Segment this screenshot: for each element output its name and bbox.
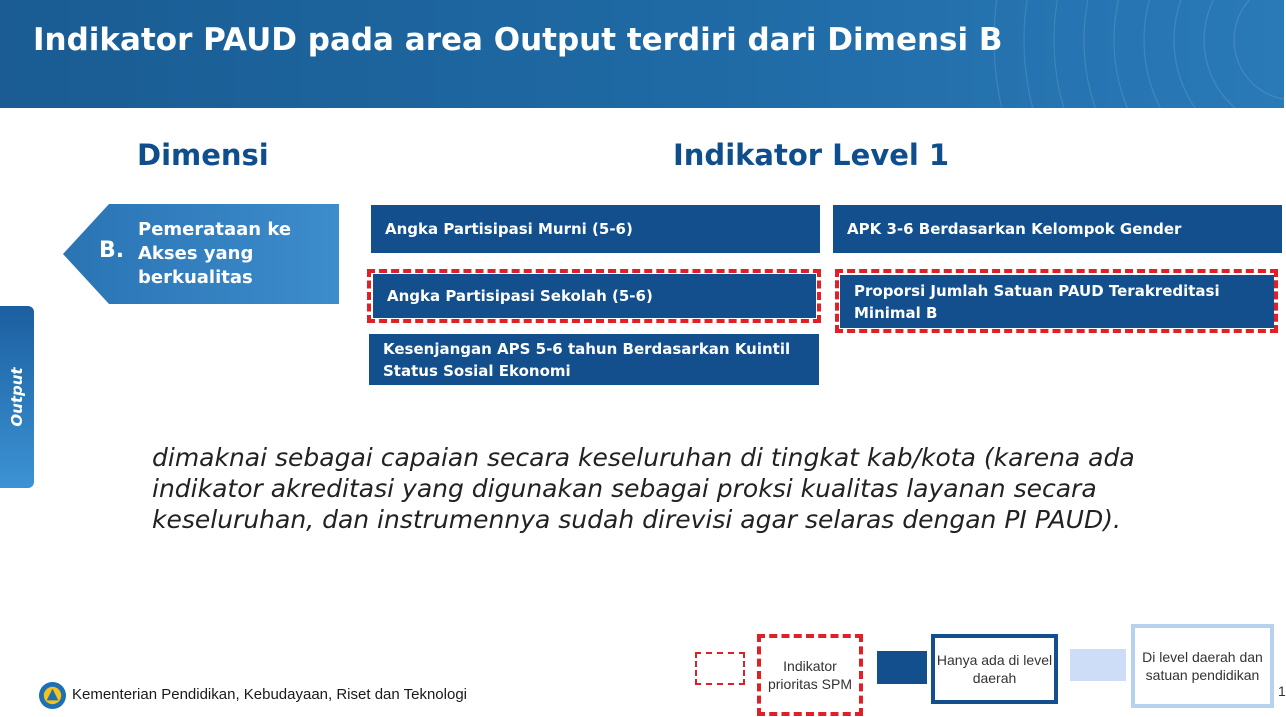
legend-dashed-swatch	[695, 652, 745, 685]
side-tab-output	[0, 306, 34, 488]
legend-spm-label: Indikator prioritas SPM	[767, 658, 853, 692]
dimension-letter: B.	[99, 238, 125, 263]
page-title: Indikator PAUD pada area Output terdiri dari Dimensi B	[33, 22, 1003, 58]
indicator-aps	[373, 274, 816, 318]
indicator-kesenjangan-aps	[369, 334, 819, 385]
ministry-logo-icon	[38, 681, 67, 710]
dimension-label: Pemerataan ke Akses yang berkualitas	[138, 219, 292, 288]
legend-satuan	[1131, 624, 1274, 708]
explanation-paragraph: dimaknai sebagai capaian secara keseluruhan di tingkat kab/kota (karena ada indikator akreditasi yang digunakan sebagai proksi kualitas layanan secara keseluruhan, dan instrumennya sudah direvisi agar selaras dengan PI PAUD).	[152, 443, 1135, 534]
indicator-label: APK 3-6 Berdasarkan Kelompok Gender	[847, 220, 1182, 238]
indicator-apm	[371, 205, 820, 253]
legend-daerah-label: Hanya ada di level daerah	[936, 652, 1053, 686]
indicator-label: Kesenjangan APS 5-6 tahun Berdasarkan Kuintil Status Sosial Ekonomi	[383, 339, 791, 380]
legend-light-swatch	[1070, 649, 1126, 681]
indicator-label: Angka Partisipasi Murni (5-6)	[385, 220, 633, 238]
legend-dark-swatch	[877, 651, 927, 684]
indicator-label: Angka Partisipasi Sekolah (5-6)	[387, 287, 653, 305]
side-tab-label: Output	[8, 367, 26, 427]
ministry-name: Kementerian Pendidikan, Kebudayaan, Riset dan Teknologi	[72, 686, 467, 703]
column-heading-dimensi: Dimensi	[137, 138, 269, 172]
indicator-apk-gender	[833, 205, 1282, 253]
indicator-akreditasi	[840, 275, 1274, 328]
legend-spm	[757, 634, 863, 716]
legend-satuan-label: Di level daerah dan satuan pendidikan	[1142, 649, 1263, 683]
page-number: 1	[1278, 683, 1286, 699]
legend-daerah	[931, 634, 1058, 704]
column-heading-indikator: Indikator Level 1	[673, 138, 950, 172]
header-banner	[0, 0, 1284, 108]
indicator-label: Proporsi Jumlah Satuan PAUD Terakreditasi Minimal B	[854, 281, 1220, 322]
